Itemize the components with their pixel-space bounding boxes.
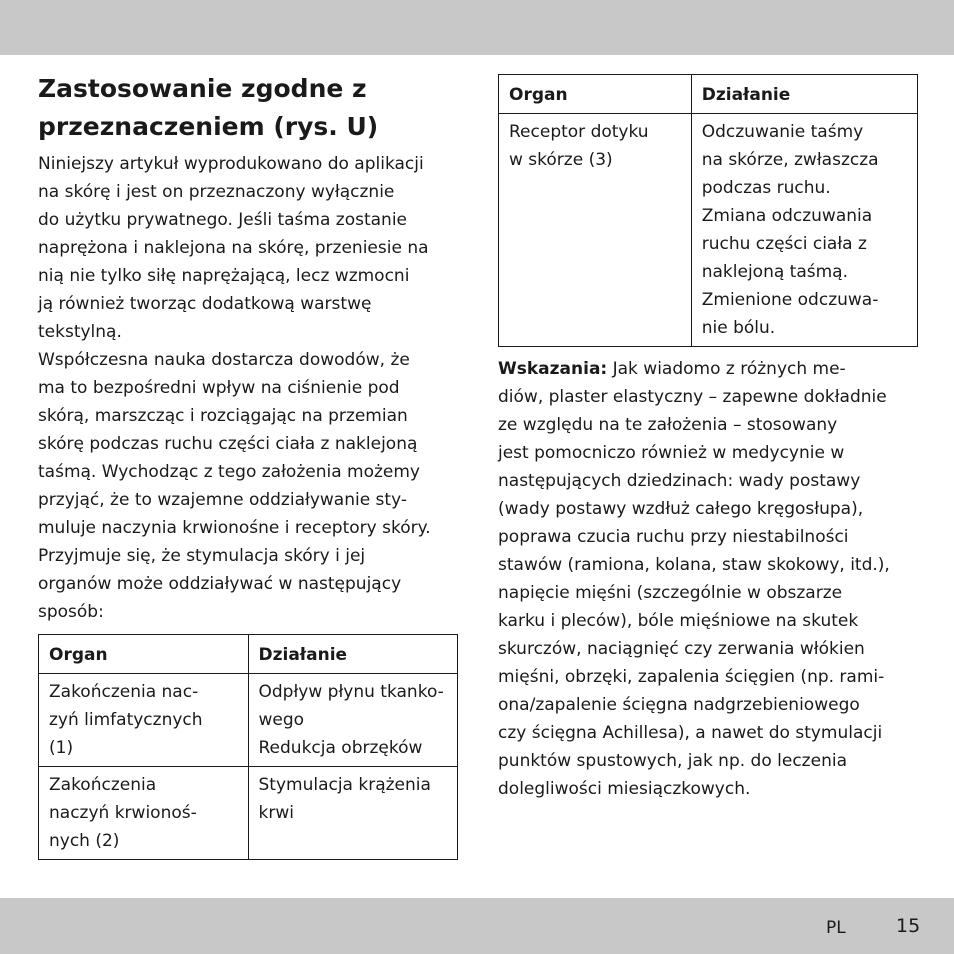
organ-effect-table-left (38, 634, 458, 860)
table-row (499, 114, 918, 347)
section-heading: Zastosowanie zgodne z przeznaczeniem (rys. U) (38, 74, 379, 141)
column-header-effect: Działanie (248, 635, 458, 674)
table-cell-effect: Stymulacja krążenia krwi (248, 767, 458, 860)
column-header-organ: Organ (499, 75, 692, 114)
organ-effect-table-right (498, 74, 918, 347)
header-bar (0, 0, 954, 55)
table-cell-effect: Odpływ płynu tkanko- wego Redukcja obrzęków (248, 674, 458, 767)
table-row (39, 767, 458, 860)
table-row (39, 674, 458, 767)
table-cell-organ: Zakończenia naczyń krwionoś- nych (2) (39, 767, 249, 860)
science-paragraph: Współczesna nauka dostarcza dowodów, że ma to bezpośredni wpływ na ciśnienie pod skórą, marszcząc i rozciągając na przemian skórę podczas ruchu części ciała z naklejoną taśmą. Wychodząc z tego założenia możemy przyjąć, że to wzajemne oddziaływanie sty- muluje naczynia krwionośne i receptory skóry. Przyjmuje się, że stymulacja skóry i jej organów może oddziaływać w następujący sposób: (38, 350, 431, 622)
indications-label: Wskazania: (498, 359, 608, 379)
footer-bar (0, 898, 954, 954)
table-cell-organ: Zakończenia nac- zyń limfatycznych (1) (39, 674, 249, 767)
page-number: 15 (896, 915, 921, 937)
left-column (38, 70, 458, 860)
intro-paragraph: Niniejszy artykuł wyprodukowano do aplikacji na skórę i jest on przeznaczony wyłącznie do użytku prywatnego. Jeśli taśma zostanie naprężona i naklejona na skórę, przeniesie na nią nie tylko siłę naprężającą, lecz wzmocni ją również tworząc dodatkową warstwę tekstylną. (38, 154, 429, 342)
indications-text: Jak wiadomo z różnych me- diów, plaster elastyczny – zapewne dokładnie ze względu na te założenia – stosowany jest pomocniczo również w medycynie w następujących dziedzinach: wady postawy (wady postawy wzdłuż całego kręgosłupa), poprawa czucia ruchu przy niestabilności stawów (ramiona, kolana, staw skokowy, itd.), napięcie mięśni (szczególnie w obszarze karku i pleców), bóle mięśniowe na skutek skurczów, naciągnięć czy zerwania włókien mięśni, obrzęki, zapalenia ścięgien (np. rami- ona/zapalenie ścięgna nadgrzebieniowego czy ścięgna Achillesa), a nawet do stymulacji punktów spustowych, jak np. do leczenia dolegliwości miesiączkowych. (498, 359, 890, 799)
column-header-effect: Działanie (691, 75, 917, 114)
table-cell-organ: Receptor dotyku w skórze (3) (499, 114, 692, 347)
column-header-organ: Organ (39, 635, 249, 674)
language-code: PL (826, 918, 846, 938)
table-header-row (39, 635, 458, 674)
table-cell-effect: Odczuwanie taśmy na skórze, zwłaszcza podczas ruchu. Zmiana odczuwania ruchu części ciała z naklejoną taśmą. Zmienione odczuwa- nie bólu. (691, 114, 917, 347)
table-header-row (499, 75, 918, 114)
right-column (498, 74, 918, 803)
indications-paragraph (498, 355, 918, 803)
